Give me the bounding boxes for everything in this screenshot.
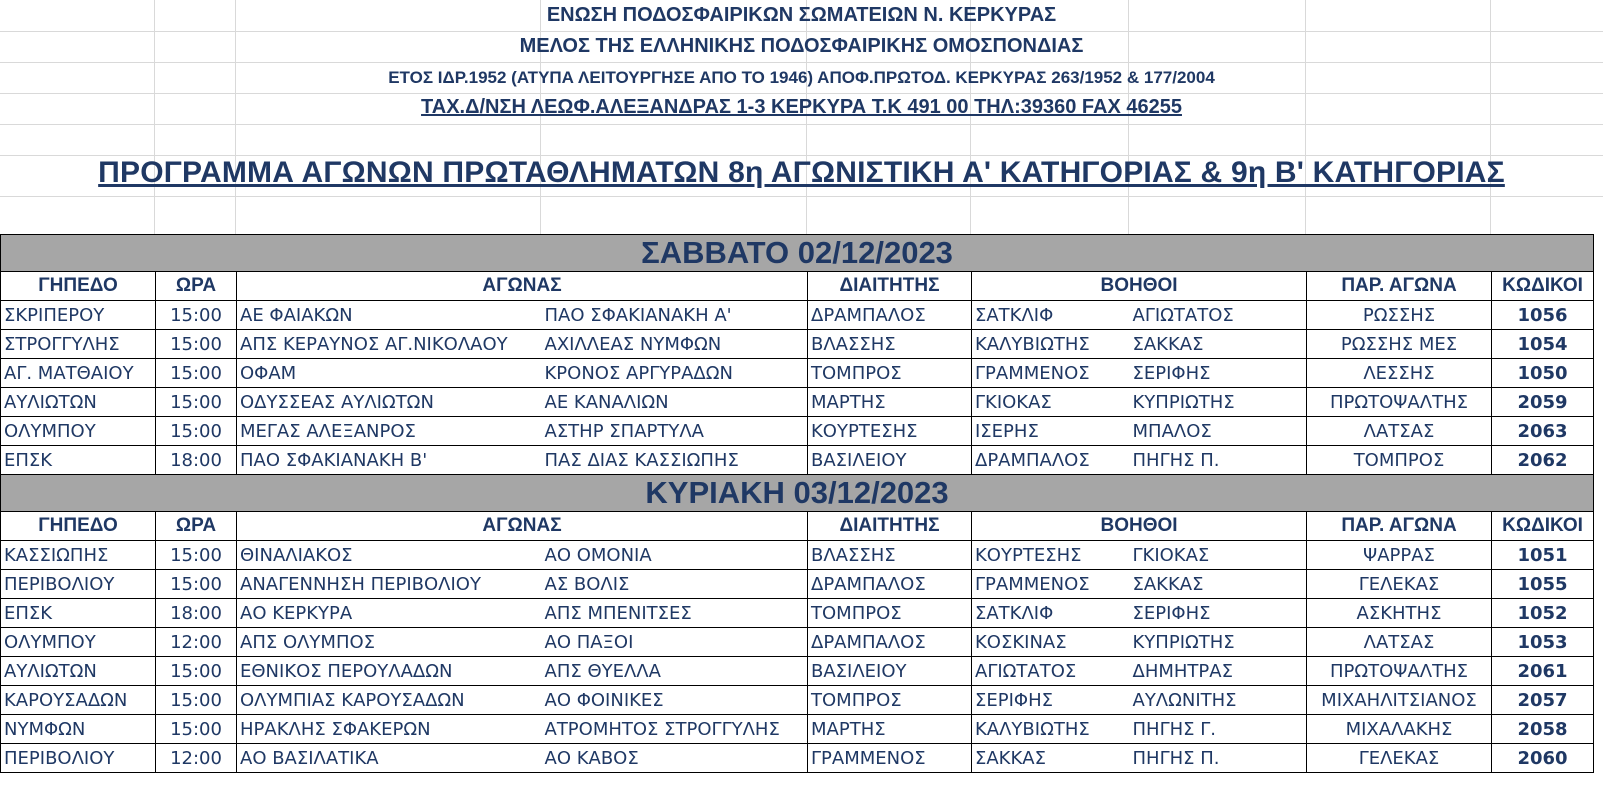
time: 15:00: [156, 686, 237, 715]
time: 15:00: [156, 301, 237, 330]
away-team: ΑΤΡΟΜΗΤΟΣ ΣΤΡΟΓΓΥΛΗΣ: [542, 715, 808, 744]
col-referee: ΔΙΑΙΤΗΤΗΣ: [808, 512, 972, 541]
grid-line: [0, 93, 1603, 94]
match-row: [1, 330, 1594, 359]
home-team: ΠΑΟ ΣΦΑΚΙΑΝΑΚΗ Β': [237, 446, 542, 475]
ground: ΕΠΣΚ: [1, 446, 156, 475]
referee: ΜΑΡΤΗΣ: [808, 715, 972, 744]
assistant-1: ΚΑΛΥΒΙΩΤΗΣ: [972, 715, 1130, 744]
match-row: [1, 570, 1594, 599]
assistant-2: ΣΑΚΚΑΣ: [1130, 330, 1307, 359]
match-code: 2060: [1492, 744, 1594, 773]
col-ground: ΓΗΠΕΔΟ: [1, 272, 156, 301]
assistant-2: ΑΓΙΩΤΑΤΟΣ: [1130, 301, 1307, 330]
away-team: ΑΟ ΟΜΟΝΙΑ: [542, 541, 808, 570]
ground: ΑΓ. ΜΑΤΘΑΙΟΥ: [1, 359, 156, 388]
founding-info: ΕΤΟΣ ΙΔΡ.1952 (ΑΤΥΠΑ ΛΕΙΤΟΥΡΓΗΣΕ ΑΠΟ ΤΟ 1946) ΑΠΟΦ.ΠΡΩΤΟΔ. ΚΕΡΚΥΡΑΣ 263/1952 & 177/2004: [388, 68, 1215, 87]
ground: ΠΕΡΙΒΟΛΙΟΥ: [1, 570, 156, 599]
away-team: ΑΧΙΛΛΕΑΣ ΝΥΜΦΩΝ: [542, 330, 808, 359]
match-row: [1, 628, 1594, 657]
ground: ΠΕΡΙΒΟΛΙΟΥ: [1, 744, 156, 773]
assistant-1: ΚΑΛΥΒΙΩΤΗΣ: [972, 330, 1130, 359]
referee: ΜΑΡΤΗΣ: [808, 388, 972, 417]
assistant-1: ΚΟΣΚΙΝΑΣ: [972, 628, 1130, 657]
federation-member: ΜΕΛΟΣ ΤΗΣ ΕΛΛΗΝΙΚΗΣ ΠΟΔΟΣΦΑΙΡΙΚΗΣ ΟΜΟΣΠΟΝΔΙΑΣ: [519, 35, 1084, 57]
schedule-body: [1, 235, 1594, 773]
observer: ΠΡΩΤΟΨΑΛΤΗΣ: [1307, 657, 1492, 686]
address-line: ΤΑΧ.Δ/ΝΣΗ ΛΕΩΦ.ΑΛΕΞΑΝΔΡΑΣ 1-3 ΚΕΡΚΥΡΑ Τ.Κ 491 00 ΤΗΛ:39360 FAX 46255: [421, 96, 1182, 118]
away-team: ΑΣΤΗΡ ΣΠΑΡΤΥΛΑ: [542, 417, 808, 446]
observer: ΛΑΤΣΑΣ: [1307, 628, 1492, 657]
assistant-1: ΓΡΑΜΜΕΝΟΣ: [972, 359, 1130, 388]
assistant-2: ΔΗΜΗΤΡΑΣ: [1130, 657, 1307, 686]
match-code: 1053: [1492, 628, 1594, 657]
assistant-1: ΔΡΑΜΠΑΛΟΣ: [972, 446, 1130, 475]
observer: ΡΩΣΣΗΣ: [1307, 301, 1492, 330]
time: 15:00: [156, 417, 237, 446]
match-row: [1, 715, 1594, 744]
match-code: 2062: [1492, 446, 1594, 475]
col-assistants: ΒΟΗΘΟΙ: [972, 272, 1307, 301]
time: 15:00: [156, 570, 237, 599]
match-code: 1050: [1492, 359, 1594, 388]
away-team: ΑΟ ΦΟΙΝΙΚΕΣ: [542, 686, 808, 715]
observer: ΜΙΧΑΛΑΚΗΣ: [1307, 715, 1492, 744]
match-code: 2058: [1492, 715, 1594, 744]
col-time: ΩΡΑ: [156, 512, 237, 541]
referee: ΒΛΑΣΣΗΣ: [808, 330, 972, 359]
away-team: ΑΠΣ ΜΠΕΝΙΤΣΕΣ: [542, 599, 808, 628]
assistant-1: ΓΡΑΜΜΕΝΟΣ: [972, 570, 1130, 599]
col-referee: ΔΙΑΙΤΗΤΗΣ: [808, 272, 972, 301]
away-team: ΠΑΟ ΣΦΑΚΙΑΝΑΚΗ Α': [542, 301, 808, 330]
assistant-2: ΚΥΠΡΙΩΤΗΣ: [1130, 628, 1307, 657]
grid-line: [0, 196, 1603, 197]
match-row: [1, 686, 1594, 715]
match-code: 2057: [1492, 686, 1594, 715]
away-team: ΑΟ ΚΑΒΟΣ: [542, 744, 808, 773]
home-team: ΟΦΑΜ: [237, 359, 542, 388]
assistant-2: ΠΗΓΗΣ Π.: [1130, 446, 1307, 475]
assistant-2: ΣΑΚΚΑΣ: [1130, 570, 1307, 599]
match-code: 1054: [1492, 330, 1594, 359]
observer: ΛΑΤΣΑΣ: [1307, 417, 1492, 446]
home-team: ΘΙΝΑΛΙΑΚΟΣ: [237, 541, 542, 570]
referee: ΤΟΜΠΡΟΣ: [808, 359, 972, 388]
program-title: ΠΡΟΓΡΑΜΜΑ ΑΓΩΝΩΝ ΠΡΩΤΑΘΛΗΜΑΤΩΝ 8η ΑΓΩΝΙΣΤΙΚΗ Α' ΚΑΤΗΓΟΡΙΑΣ & 9η Β' ΚΑΤΗΓΟΡΙΑΣ: [98, 156, 1505, 189]
time: 15:00: [156, 330, 237, 359]
assistant-2: ΣΕΡΙΦΗΣ: [1130, 599, 1307, 628]
match-code: 2063: [1492, 417, 1594, 446]
match-row: [1, 599, 1594, 628]
match-row: [1, 744, 1594, 773]
away-team: ΑΕ ΚΑΝΑΛΙΩΝ: [542, 388, 808, 417]
match-row: [1, 657, 1594, 686]
observer: ΑΣΚΗΤΗΣ: [1307, 599, 1492, 628]
away-team: ΑΣ ΒΟΛΙΣ: [542, 570, 808, 599]
observer: ΠΡΩΤΟΨΑΛΤΗΣ: [1307, 388, 1492, 417]
match-row: [1, 541, 1594, 570]
referee: ΒΑΣΙΛΕΙΟΥ: [808, 657, 972, 686]
assistant-1: ΓΚΙΟΚΑΣ: [972, 388, 1130, 417]
day-title: ΚΥΡΙΑΚΗ 03/12/2023: [1, 475, 1594, 512]
time: 18:00: [156, 599, 237, 628]
referee: ΔΡΑΜΠΑΛΟΣ: [808, 628, 972, 657]
away-team: ΠΑΣ ΔΙΑΣ ΚΑΣΣΙΩΠΗΣ: [542, 446, 808, 475]
observer: ΨΑΡΡΑΣ: [1307, 541, 1492, 570]
home-team: ΑΟ ΒΑΣΙΛΑΤΙΚΑ: [237, 744, 542, 773]
observer: ΓΕΛΕΚΑΣ: [1307, 744, 1492, 773]
assistant-2: ΠΗΓΗΣ Π.: [1130, 744, 1307, 773]
col-observer: ΠΑΡ. ΑΓΩΝΑ: [1307, 272, 1492, 301]
observer: ΡΩΣΣΗΣ ΜΕΣ: [1307, 330, 1492, 359]
col-match: ΑΓΩΝΑΣ: [237, 512, 808, 541]
home-team: ΑΠΣ ΚΕΡΑΥΝΟΣ ΑΓ.ΝΙΚΟΛΑΟΥ: [237, 330, 542, 359]
assistant-1: ΣΑΤΚΛΙΦ: [972, 599, 1130, 628]
schedule-table: [0, 234, 1594, 773]
home-team: ΑΕ ΦΑΙΑΚΩΝ: [237, 301, 542, 330]
referee: ΒΑΣΙΛΕΙΟΥ: [808, 446, 972, 475]
ground: ΕΠΣΚ: [1, 599, 156, 628]
away-team: ΑΟ ΠΑΞΟΙ: [542, 628, 808, 657]
col-observer: ΠΑΡ. ΑΓΩΝΑ: [1307, 512, 1492, 541]
assistant-1: ΙΣΕΡΗΣ: [972, 417, 1130, 446]
ground: ΣΚΡΙΠΕΡΟΥ: [1, 301, 156, 330]
ground: ΚΑΣΣΙΩΠΗΣ: [1, 541, 156, 570]
match-row: [1, 301, 1594, 330]
grid-line: [0, 124, 1603, 125]
referee: ΓΡΑΜΜΕΝΟΣ: [808, 744, 972, 773]
referee: ΚΟΥΡΤΕΣΗΣ: [808, 417, 972, 446]
assistant-1: ΣΕΡΙΦΗΣ: [972, 686, 1130, 715]
match-row: [1, 388, 1594, 417]
assistant-1: ΣΑΤΚΛΙΦ: [972, 301, 1130, 330]
assistant-1: ΑΓΙΩΤΑΤΟΣ: [972, 657, 1130, 686]
ground: ΝΥΜΦΩΝ: [1, 715, 156, 744]
ground: ΚΑΡΟΥΣΑΔΩΝ: [1, 686, 156, 715]
time: 15:00: [156, 359, 237, 388]
ground: ΑΥΛΙΩΤΩΝ: [1, 657, 156, 686]
ground: ΣΤΡΟΓΓΥΛΗΣ: [1, 330, 156, 359]
home-team: ΟΔΥΣΣΕΑΣ ΑΥΛΙΩΤΩΝ: [237, 388, 542, 417]
observer: ΛΕΣΣΗΣ: [1307, 359, 1492, 388]
home-team: ΜΕΓΑΣ ΑΛΕΞΑΝΡΟΣ: [237, 417, 542, 446]
assistant-2: ΜΠΑΛΟΣ: [1130, 417, 1307, 446]
time: 15:00: [156, 541, 237, 570]
assistant-1: ΚΟΥΡΤΕΣΗΣ: [972, 541, 1130, 570]
assistant-1: ΣΑΚΚΑΣ: [972, 744, 1130, 773]
home-team: ΕΘΝΙΚΟΣ ΠΕΡΟΥΛΑΔΩΝ: [237, 657, 542, 686]
col-time: ΩΡΑ: [156, 272, 237, 301]
referee: ΔΡΑΜΠΑΛΟΣ: [808, 301, 972, 330]
assistant-2: ΠΗΓΗΣ Γ.: [1130, 715, 1307, 744]
referee: ΤΟΜΠΡΟΣ: [808, 686, 972, 715]
assistant-2: ΚΥΠΡΙΩΤΗΣ: [1130, 388, 1307, 417]
home-team: ΟΛΥΜΠΙΑΣ ΚΑΡΟΥΣΑΔΩΝ: [237, 686, 542, 715]
referee: ΒΛΑΣΣΗΣ: [808, 541, 972, 570]
col-ground: ΓΗΠΕΔΟ: [1, 512, 156, 541]
time: 12:00: [156, 744, 237, 773]
observer: ΜΙΧΑΗΛΙΤΣΙΑΝΟΣ: [1307, 686, 1492, 715]
ground: ΟΛΥΜΠΟΥ: [1, 417, 156, 446]
observer: ΤΟΜΠΡΟΣ: [1307, 446, 1492, 475]
match-code: 2061: [1492, 657, 1594, 686]
match-code: 1052: [1492, 599, 1594, 628]
home-team: ΑΝΑΓΕΝΝΗΣΗ ΠΕΡΙΒΟΛΙΟΥ: [237, 570, 542, 599]
match-code: 1055: [1492, 570, 1594, 599]
col-codes: ΚΩΔΙΚΟΙ: [1492, 512, 1594, 541]
match-row: [1, 359, 1594, 388]
home-team: ΑΟ ΚΕΡΚΥΡΑ: [237, 599, 542, 628]
grid-line: [0, 31, 1603, 32]
away-team: ΚΡΟΝΟΣ ΑΡΓΥΡΑΔΩΝ: [542, 359, 808, 388]
col-codes: ΚΩΔΙΚΟΙ: [1492, 272, 1594, 301]
time: 15:00: [156, 715, 237, 744]
assistant-2: ΓΚΙΟΚΑΣ: [1130, 541, 1307, 570]
column-header-row: [1, 512, 1594, 541]
ground: ΟΛΥΜΠΟΥ: [1, 628, 156, 657]
col-match: ΑΓΩΝΑΣ: [237, 272, 808, 301]
time: 12:00: [156, 628, 237, 657]
referee: ΤΟΜΠΡΟΣ: [808, 599, 972, 628]
day-header-row: [1, 235, 1594, 272]
observer: ΓΕΛΕΚΑΣ: [1307, 570, 1492, 599]
union-name: ΕΝΩΣΗ ΠΟΔΟΣΦΑΙΡΙΚΩΝ ΣΩΜΑΤΕΙΩΝ Ν. ΚΕΡΚΥΡΑΣ: [546, 4, 1057, 26]
match-code: 1051: [1492, 541, 1594, 570]
match-row: [1, 417, 1594, 446]
time: 15:00: [156, 388, 237, 417]
assistant-2: ΑΥΛΩΝΙΤΗΣ: [1130, 686, 1307, 715]
time: 15:00: [156, 657, 237, 686]
time: 18:00: [156, 446, 237, 475]
home-team: ΗΡΑΚΛΗΣ ΣΦΑΚΕΡΩΝ: [237, 715, 542, 744]
home-team: ΑΠΣ ΟΛΥΜΠΟΣ: [237, 628, 542, 657]
referee: ΔΡΑΜΠΑΛΟΣ: [808, 570, 972, 599]
column-header-row: [1, 272, 1594, 301]
day-title: ΣΑΒΒΑΤΟ 02/12/2023: [1, 235, 1594, 272]
match-row: [1, 446, 1594, 475]
away-team: ΑΠΣ ΘΥΕΛΛΑ: [542, 657, 808, 686]
col-assistants: ΒΟΗΘΟΙ: [972, 512, 1307, 541]
match-code: 1056: [1492, 301, 1594, 330]
assistant-2: ΣΕΡΙΦΗΣ: [1130, 359, 1307, 388]
match-code: 2059: [1492, 388, 1594, 417]
ground: ΑΥΛΙΩΤΩΝ: [1, 388, 156, 417]
grid-line: [0, 62, 1603, 63]
day-header-row: [1, 475, 1594, 512]
